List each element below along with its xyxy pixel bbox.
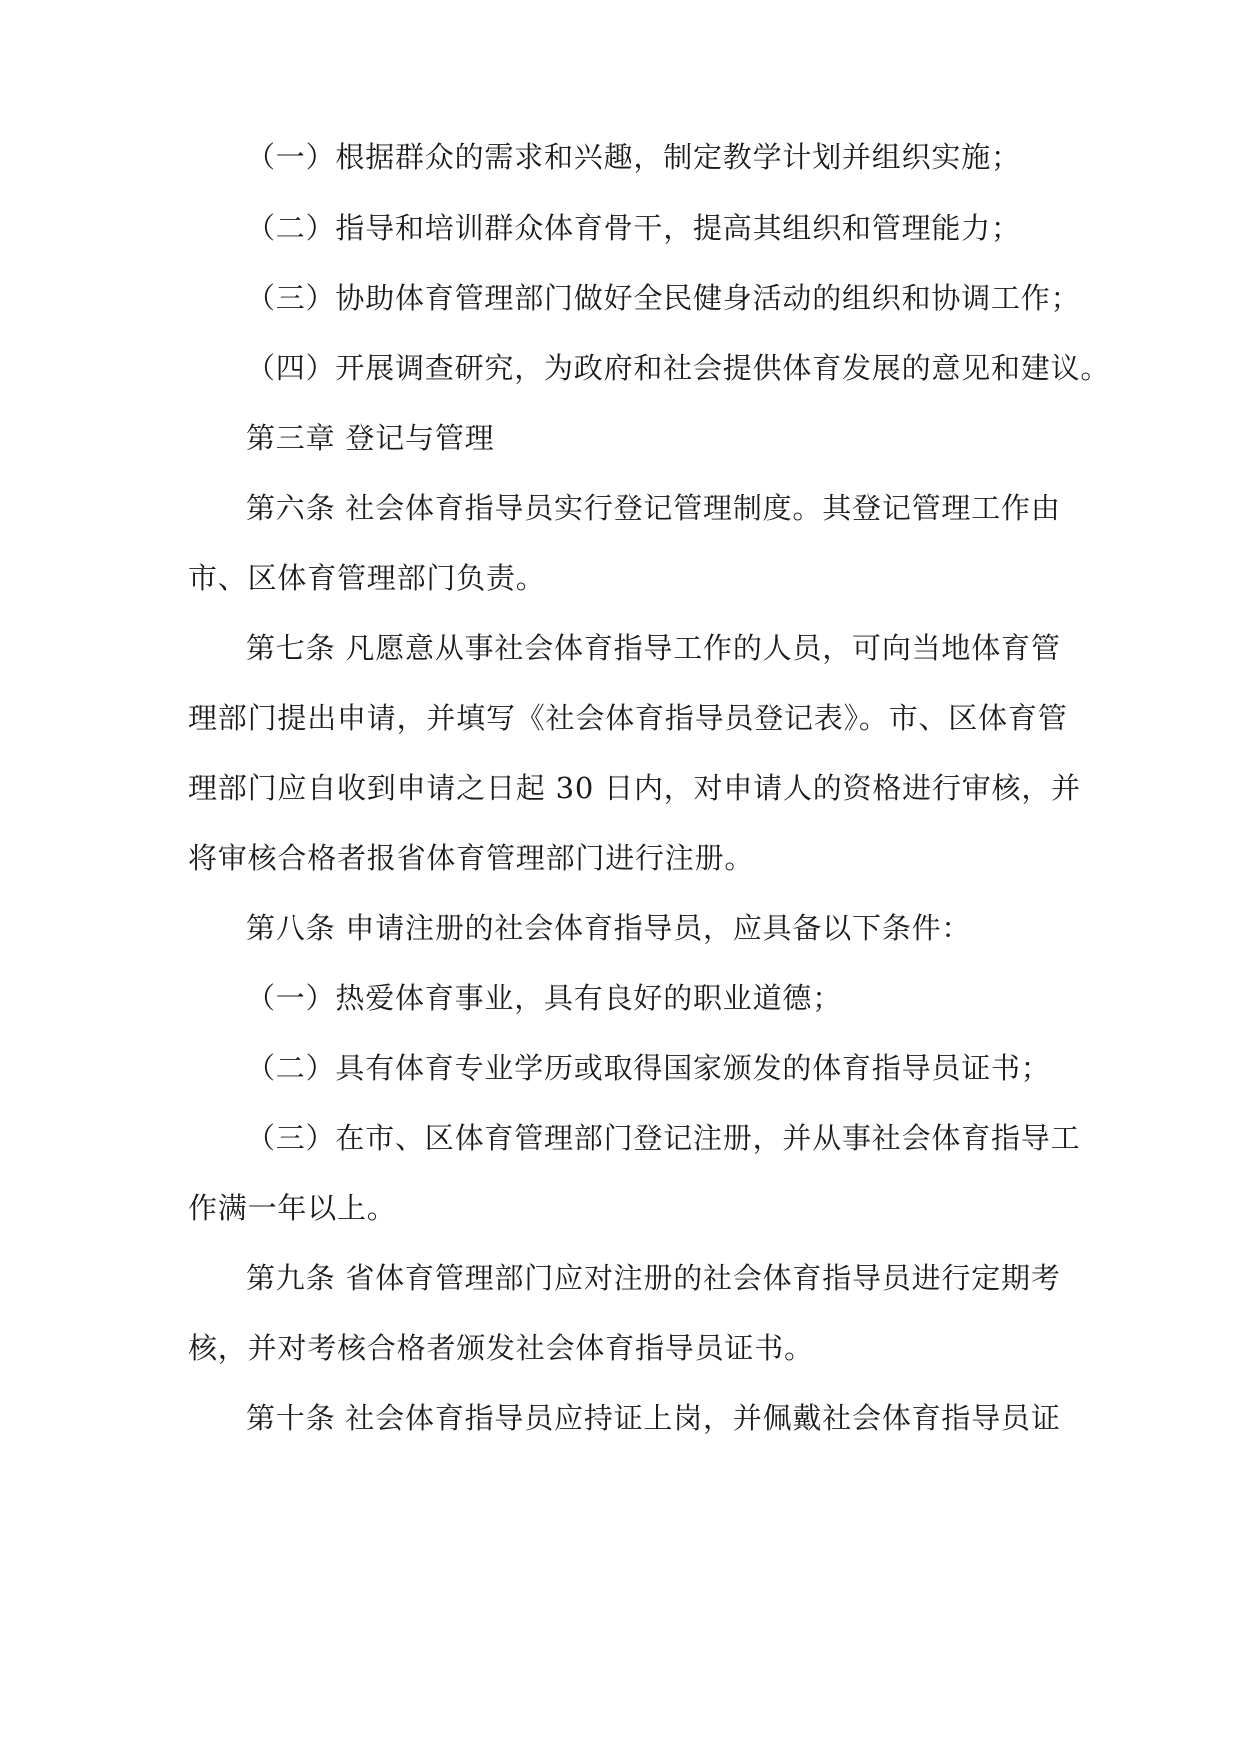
condition-item-3-line-1: （三）在市、区体育管理部门登记注册，并从事社会体育指导工 [246,1121,1081,1155]
article-9-line-2: 核，并对考核合格者颁发社会体育指导员证书。 [188,1331,814,1365]
duty-item-4: （四）开展调查研究，为政府和社会提供体育发展的意见和建议。 [246,351,1111,385]
duty-item-3: （三）协助体育管理部门做好全民健身活动的组织和协调工作； [246,281,1081,315]
article-6-line-2: 市、区体育管理部门负责。 [188,561,546,595]
condition-item-1: （一）热爱体育事业，具有良好的职业道德； [246,981,843,1015]
duty-item-1: （一）根据群众的需求和兴趣，制定教学计划并组织实施； [246,140,1021,174]
article-6-line-1: 第六条 社会体育指导员实行登记管理制度。其登记管理工作由 [246,491,1061,525]
condition-item-2: （二）具有体育专业学历或取得国家颁发的体育指导员证书； [246,1051,1051,1085]
article-10-line-1: 第十条 社会体育指导员应持证上岗，并佩戴社会体育指导员证 [246,1401,1061,1435]
article-7-line-1: 第七条 凡愿意从事社会体育指导工作的人员，可向当地体育管 [246,631,1061,665]
article-7-line-2: 理部门提出申请，并填写《社会体育指导员登记表》。市、区体育管 [188,701,1068,735]
article-8-line-1: 第八条 申请注册的社会体育指导员，应具备以下条件： [246,911,972,945]
condition-item-3-line-2: 作满一年以上。 [188,1191,397,1225]
chapter-heading: 第三章 登记与管理 [246,421,495,455]
duty-item-2: （二）指导和培训群众体育骨干，提高其组织和管理能力； [246,211,1021,245]
article-9-line-1: 第九条 省体育管理部门应对注册的社会体育指导员进行定期考 [246,1261,1061,1295]
article-7-line-3: 理部门应自收到申请之日起 30 日内，对申请人的资格进行审核，并 [188,771,1081,805]
article-7-line-4: 将审核合格者报省体育管理部门进行注册。 [188,841,755,875]
